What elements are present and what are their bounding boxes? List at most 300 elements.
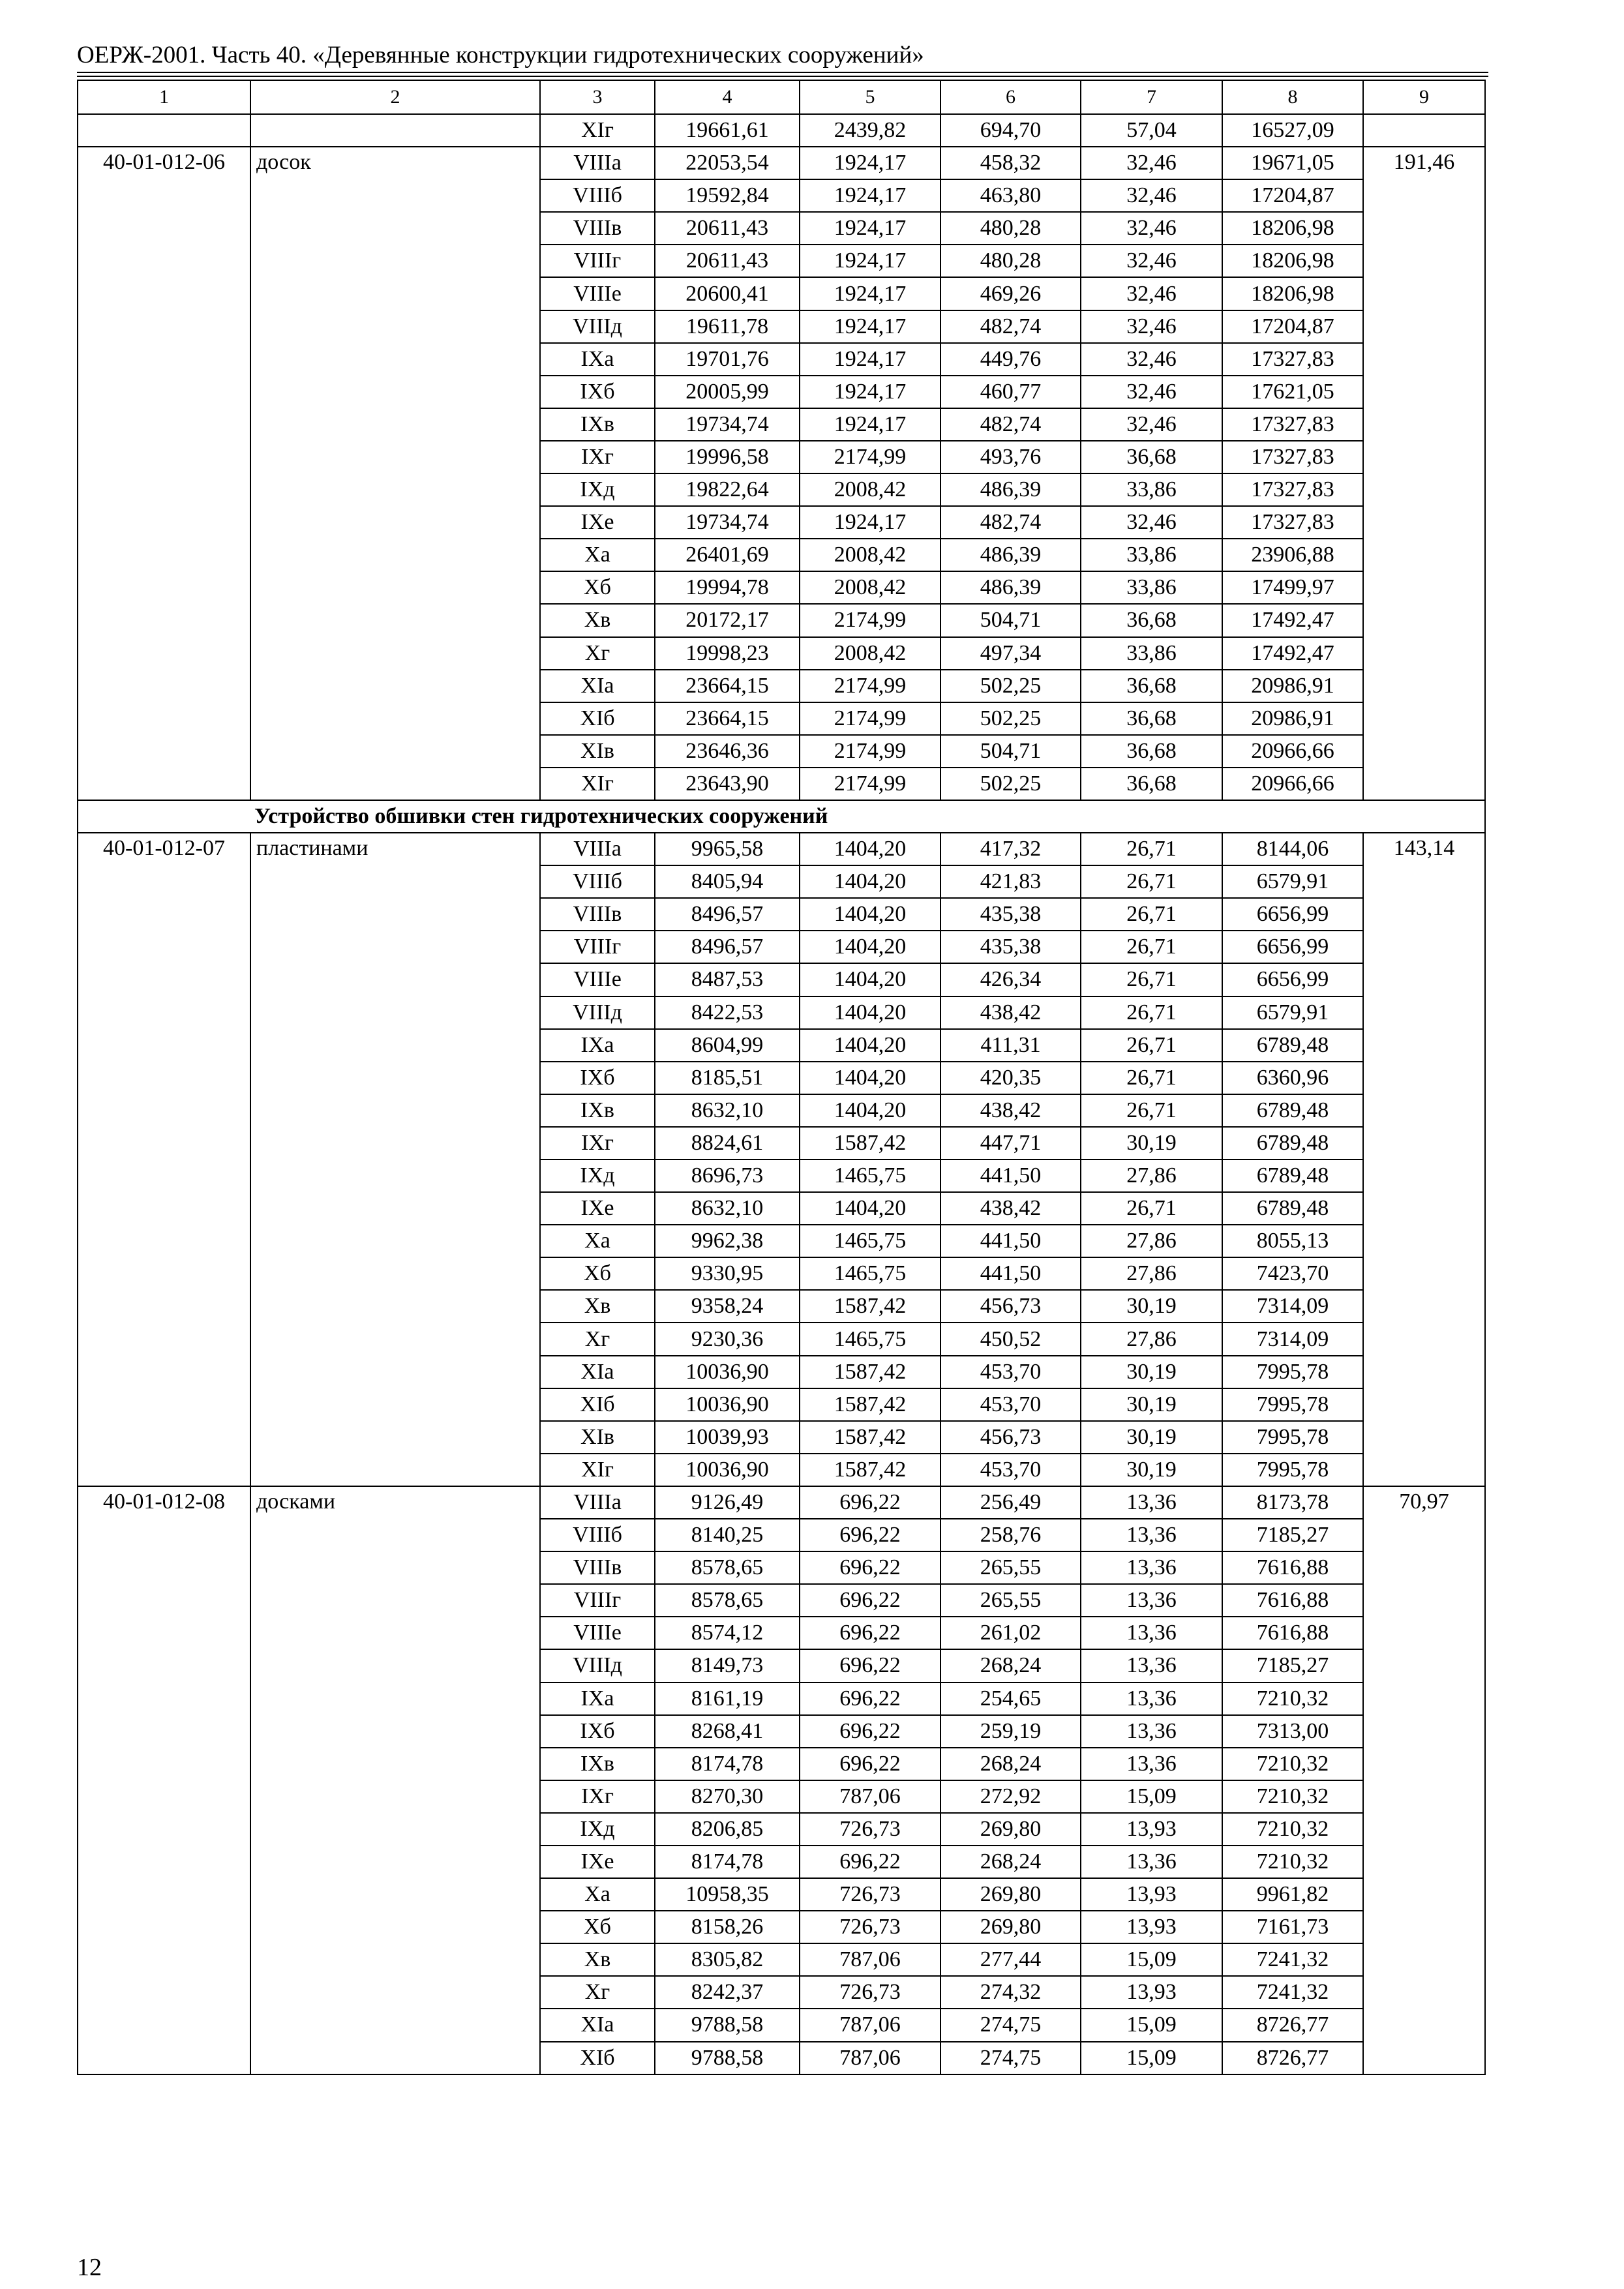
labor-cost-cell: 143,14 — [1363, 833, 1485, 1486]
materials-cost-cell: 17327,83 — [1222, 343, 1363, 376]
terrain-zone-cell: VIIIв — [540, 212, 655, 245]
page-number: 12 — [77, 2254, 102, 2281]
total-cost-cell: 23664,15 — [655, 702, 800, 735]
wages-cell: 1924,17 — [800, 179, 940, 212]
operator-wages-cell: 32,46 — [1081, 179, 1222, 212]
operator-wages-cell: 13,36 — [1081, 1748, 1222, 1780]
terrain-zone-cell: Xв — [540, 1943, 655, 1976]
total-cost-cell: 8206,85 — [655, 1813, 800, 1846]
machine-cost-cell: 449,76 — [940, 343, 1081, 376]
machine-cost-cell: 453,70 — [940, 1454, 1081, 1486]
machine-cost-cell: 268,24 — [940, 1846, 1081, 1878]
total-cost-cell: 23643,90 — [655, 768, 800, 800]
materials-cost-cell: 8055,13 — [1222, 1225, 1363, 1257]
materials-cost-cell: 20966,66 — [1222, 735, 1363, 768]
materials-cost-cell: 7185,27 — [1222, 1649, 1363, 1682]
terrain-zone-cell: VIIIв — [540, 1551, 655, 1584]
materials-cost-cell: 18206,98 — [1222, 245, 1363, 277]
machine-cost-cell: 486,39 — [940, 571, 1081, 604]
price-table — [77, 80, 1486, 2075]
operator-wages-cell: 36,68 — [1081, 670, 1222, 702]
total-cost-cell: 8824,61 — [655, 1127, 800, 1159]
materials-cost-cell: 6360,96 — [1222, 1062, 1363, 1094]
operator-wages-cell: 27,86 — [1081, 1225, 1222, 1257]
machine-cost-cell: 504,71 — [940, 735, 1081, 768]
operator-wages-cell: 13,36 — [1081, 1683, 1222, 1715]
operator-wages-cell: 36,68 — [1081, 735, 1222, 768]
machine-cost-cell: 456,73 — [940, 1421, 1081, 1454]
wages-cell: 2008,42 — [800, 473, 940, 506]
operator-wages-cell: 36,68 — [1081, 604, 1222, 636]
total-cost-cell: 8696,73 — [655, 1159, 800, 1192]
wages-cell: 1465,75 — [800, 1323, 940, 1355]
column-number: 3 — [540, 80, 655, 114]
materials-cost-cell: 6789,48 — [1222, 1029, 1363, 1062]
materials-cost-cell: 9961,82 — [1222, 1878, 1363, 1911]
terrain-zone-cell: VIIIа — [540, 833, 655, 865]
total-cost-cell: 8149,73 — [655, 1649, 800, 1682]
terrain-zone-cell: Xг — [540, 1323, 655, 1355]
page-header-title: ОЕРЖ-2001. Часть 40. «Деревянные конструкции гидротехнических сооружений» — [77, 42, 924, 68]
operator-wages-cell: 13,93 — [1081, 1911, 1222, 1943]
wages-cell: 2174,99 — [800, 735, 940, 768]
wages-cell: 1924,17 — [800, 245, 940, 277]
wages-cell: 696,22 — [800, 1486, 940, 1519]
terrain-zone-cell: VIIIб — [540, 179, 655, 212]
total-cost-cell: 9962,38 — [655, 1225, 800, 1257]
operator-wages-cell: 30,19 — [1081, 1421, 1222, 1454]
machine-cost-cell: 274,32 — [940, 1976, 1081, 2009]
terrain-zone-cell: VIIIа — [540, 1486, 655, 1519]
operator-wages-cell: 15,09 — [1081, 1780, 1222, 1813]
operator-wages-cell: 27,86 — [1081, 1323, 1222, 1355]
machine-cost-cell: 441,50 — [940, 1225, 1081, 1257]
total-cost-cell: 20611,43 — [655, 212, 800, 245]
machine-cost-cell: 254,65 — [940, 1683, 1081, 1715]
machine-cost-cell: 426,34 — [940, 963, 1081, 996]
wages-cell: 787,06 — [800, 2042, 940, 2074]
machine-cost-cell: 480,28 — [940, 212, 1081, 245]
machine-cost-cell: 502,25 — [940, 768, 1081, 800]
materials-cost-cell: 7210,32 — [1222, 1846, 1363, 1878]
labor-cost-cell — [1363, 114, 1485, 147]
materials-cost-cell: 6579,91 — [1222, 865, 1363, 898]
wages-cell: 696,22 — [800, 1519, 940, 1551]
operator-wages-cell: 32,46 — [1081, 506, 1222, 539]
wages-cell: 2008,42 — [800, 539, 940, 571]
total-cost-cell: 19734,74 — [655, 506, 800, 539]
operator-wages-cell: 33,86 — [1081, 539, 1222, 571]
terrain-zone-cell: VIIIд — [540, 996, 655, 1029]
materials-cost-cell: 7241,32 — [1222, 1976, 1363, 2009]
machine-cost-cell: 268,24 — [940, 1748, 1081, 1780]
materials-cost-cell: 7423,70 — [1222, 1257, 1363, 1290]
wages-cell: 787,06 — [800, 1780, 940, 1813]
total-cost-cell: 19592,84 — [655, 179, 800, 212]
materials-cost-cell: 17204,87 — [1222, 179, 1363, 212]
total-cost-cell: 20005,99 — [655, 376, 800, 408]
wages-cell: 726,73 — [800, 1911, 940, 1943]
item-code-cell: 40-01-012-06 — [78, 147, 250, 800]
machine-cost-cell: 269,80 — [940, 1911, 1081, 1943]
wages-cell: 1404,20 — [800, 865, 940, 898]
total-cost-cell: 8574,12 — [655, 1617, 800, 1649]
terrain-zone-cell: IXг — [540, 1127, 655, 1159]
terrain-zone-cell: IXд — [540, 1813, 655, 1846]
operator-wages-cell: 13,93 — [1081, 1878, 1222, 1911]
materials-cost-cell: 8173,78 — [1222, 1486, 1363, 1519]
table-row — [78, 1486, 1485, 1519]
wages-cell: 696,22 — [800, 1748, 940, 1780]
wages-cell: 1404,20 — [800, 1192, 940, 1225]
machine-cost-cell: 463,80 — [940, 179, 1081, 212]
materials-cost-cell: 6789,48 — [1222, 1159, 1363, 1192]
total-cost-cell: 8496,57 — [655, 931, 800, 963]
total-cost-cell: 8578,65 — [655, 1551, 800, 1584]
machine-cost-cell: 274,75 — [940, 2009, 1081, 2041]
wages-cell: 787,06 — [800, 2009, 940, 2041]
terrain-zone-cell: Xб — [540, 1911, 655, 1943]
header-rule — [77, 72, 1488, 73]
terrain-zone-cell: Xв — [540, 1290, 655, 1323]
terrain-zone-cell: VIIIе — [540, 277, 655, 310]
wages-cell: 1404,20 — [800, 898, 940, 931]
terrain-zone-cell: IXе — [540, 1846, 655, 1878]
total-cost-cell: 8174,78 — [655, 1748, 800, 1780]
terrain-zone-cell: IXб — [540, 376, 655, 408]
wages-cell: 1924,17 — [800, 212, 940, 245]
terrain-zone-cell: Xб — [540, 1257, 655, 1290]
materials-cost-cell: 7995,78 — [1222, 1356, 1363, 1388]
total-cost-cell: 10958,35 — [655, 1878, 800, 1911]
total-cost-cell: 8174,78 — [655, 1846, 800, 1878]
terrain-zone-cell: VIIIв — [540, 898, 655, 931]
materials-cost-cell: 7314,09 — [1222, 1290, 1363, 1323]
materials-cost-cell: 7210,32 — [1222, 1748, 1363, 1780]
machine-cost-cell: 482,74 — [940, 408, 1081, 441]
total-cost-cell: 8185,51 — [655, 1062, 800, 1094]
total-cost-cell: 20611,43 — [655, 245, 800, 277]
operator-wages-cell: 13,36 — [1081, 1551, 1222, 1584]
total-cost-cell: 8422,53 — [655, 996, 800, 1029]
wages-cell: 696,22 — [800, 1683, 940, 1715]
operator-wages-cell: 30,19 — [1081, 1127, 1222, 1159]
item-code-cell: 40-01-012-08 — [78, 1486, 250, 2074]
header-rule — [77, 76, 1488, 77]
wages-cell: 1587,42 — [800, 1290, 940, 1323]
wages-cell: 1924,17 — [800, 310, 940, 343]
operator-wages-cell: 26,71 — [1081, 1094, 1222, 1127]
terrain-zone-cell: IXб — [540, 1715, 655, 1748]
operator-wages-cell: 26,71 — [1081, 898, 1222, 931]
terrain-zone-cell: VIIIа — [540, 147, 655, 179]
total-cost-cell: 9230,36 — [655, 1323, 800, 1355]
wages-cell: 696,22 — [800, 1715, 940, 1748]
machine-cost-cell: 694,70 — [940, 114, 1081, 147]
total-cost-cell: 8242,37 — [655, 1976, 800, 2009]
wages-cell: 1587,42 — [800, 1421, 940, 1454]
materials-cost-cell: 20986,91 — [1222, 702, 1363, 735]
terrain-zone-cell: VIIIг — [540, 931, 655, 963]
wages-cell: 2439,82 — [800, 114, 940, 147]
materials-cost-cell: 17499,97 — [1222, 571, 1363, 604]
terrain-zone-cell: XIб — [540, 702, 655, 735]
column-number: 6 — [940, 80, 1081, 114]
operator-wages-cell: 13,36 — [1081, 1486, 1222, 1519]
column-number: 2 — [250, 80, 540, 114]
materials-cost-cell: 17327,83 — [1222, 408, 1363, 441]
total-cost-cell: 9788,58 — [655, 2042, 800, 2074]
wages-cell: 726,73 — [800, 1878, 940, 1911]
table-body — [78, 114, 1485, 2074]
total-cost-cell: 8496,57 — [655, 898, 800, 931]
terrain-zone-cell: VIIIд — [540, 310, 655, 343]
total-cost-cell: 8405,94 — [655, 865, 800, 898]
operator-wages-cell: 26,71 — [1081, 931, 1222, 963]
total-cost-cell: 8270,30 — [655, 1780, 800, 1813]
total-cost-cell: 8578,65 — [655, 1584, 800, 1617]
machine-cost-cell: 261,02 — [940, 1617, 1081, 1649]
item-code-cell: 40-01-012-07 — [78, 833, 250, 1486]
total-cost-cell: 9330,95 — [655, 1257, 800, 1290]
wages-cell: 696,22 — [800, 1617, 940, 1649]
materials-cost-cell: 20966,66 — [1222, 768, 1363, 800]
machine-cost-cell: 453,70 — [940, 1388, 1081, 1421]
machine-cost-cell: 480,28 — [940, 245, 1081, 277]
total-cost-cell: 9126,49 — [655, 1486, 800, 1519]
total-cost-cell: 8632,10 — [655, 1192, 800, 1225]
terrain-zone-cell: IXд — [540, 473, 655, 506]
terrain-zone-cell: XIг — [540, 114, 655, 147]
machine-cost-cell: 256,49 — [940, 1486, 1081, 1519]
operator-wages-cell: 13,36 — [1081, 1584, 1222, 1617]
machine-cost-cell: 460,77 — [940, 376, 1081, 408]
materials-cost-cell: 7314,09 — [1222, 1323, 1363, 1355]
total-cost-cell: 10036,90 — [655, 1388, 800, 1421]
terrain-zone-cell: Xа — [540, 539, 655, 571]
wages-cell: 696,22 — [800, 1649, 940, 1682]
materials-cost-cell: 7995,78 — [1222, 1388, 1363, 1421]
materials-cost-cell: 17204,87 — [1222, 310, 1363, 343]
materials-cost-cell: 7995,78 — [1222, 1454, 1363, 1486]
terrain-zone-cell: XIб — [540, 2042, 655, 2074]
materials-cost-cell: 20986,91 — [1222, 670, 1363, 702]
terrain-zone-cell: IXв — [540, 1748, 655, 1780]
operator-wages-cell: 15,09 — [1081, 2042, 1222, 2074]
operator-wages-cell: 26,71 — [1081, 1029, 1222, 1062]
wages-cell: 2174,99 — [800, 604, 940, 636]
item-name-cell — [250, 114, 540, 147]
wages-cell: 1587,42 — [800, 1356, 940, 1388]
total-cost-cell: 8632,10 — [655, 1094, 800, 1127]
machine-cost-cell: 502,25 — [940, 702, 1081, 735]
terrain-zone-cell: IXе — [540, 506, 655, 539]
materials-cost-cell: 17621,05 — [1222, 376, 1363, 408]
materials-cost-cell: 7210,32 — [1222, 1813, 1363, 1846]
materials-cost-cell: 17492,47 — [1222, 604, 1363, 636]
machine-cost-cell: 469,26 — [940, 277, 1081, 310]
wages-cell: 2174,99 — [800, 702, 940, 735]
terrain-zone-cell: XIб — [540, 1388, 655, 1421]
materials-cost-cell: 23906,88 — [1222, 539, 1363, 571]
terrain-zone-cell: Xб — [540, 571, 655, 604]
terrain-zone-cell: IXд — [540, 1159, 655, 1192]
terrain-zone-cell: XIв — [540, 735, 655, 768]
materials-cost-cell: 7616,88 — [1222, 1584, 1363, 1617]
total-cost-cell: 20172,17 — [655, 604, 800, 636]
materials-cost-cell: 17492,47 — [1222, 637, 1363, 670]
operator-wages-cell: 13,36 — [1081, 1846, 1222, 1878]
materials-cost-cell: 17327,83 — [1222, 441, 1363, 473]
column-number-row — [78, 80, 1485, 114]
total-cost-cell: 19661,61 — [655, 114, 800, 147]
operator-wages-cell: 27,86 — [1081, 1159, 1222, 1192]
total-cost-cell: 23646,36 — [655, 735, 800, 768]
terrain-zone-cell: IXа — [540, 1683, 655, 1715]
item-code-cell — [78, 114, 250, 147]
machine-cost-cell: 272,92 — [940, 1780, 1081, 1813]
operator-wages-cell: 13,36 — [1081, 1649, 1222, 1682]
terrain-zone-cell: Xа — [540, 1225, 655, 1257]
materials-cost-cell: 6579,91 — [1222, 996, 1363, 1029]
machine-cost-cell: 438,42 — [940, 1192, 1081, 1225]
labor-cost-cell: 191,46 — [1363, 147, 1485, 800]
operator-wages-cell: 33,86 — [1081, 571, 1222, 604]
machine-cost-cell: 450,52 — [940, 1323, 1081, 1355]
operator-wages-cell: 26,71 — [1081, 833, 1222, 865]
total-cost-cell: 19611,78 — [655, 310, 800, 343]
wages-cell: 1587,42 — [800, 1127, 940, 1159]
total-cost-cell: 10039,93 — [655, 1421, 800, 1454]
wages-cell: 726,73 — [800, 1813, 940, 1846]
wages-cell: 1587,42 — [800, 1388, 940, 1421]
materials-cost-cell: 7241,32 — [1222, 1943, 1363, 1976]
wages-cell: 2174,99 — [800, 441, 940, 473]
column-number: 8 — [1222, 80, 1363, 114]
column-number: 4 — [655, 80, 800, 114]
materials-cost-cell: 7210,32 — [1222, 1780, 1363, 1813]
machine-cost-cell: 482,74 — [940, 310, 1081, 343]
wages-cell: 1587,42 — [800, 1454, 940, 1486]
terrain-zone-cell: Xг — [540, 637, 655, 670]
total-cost-cell: 20600,41 — [655, 277, 800, 310]
operator-wages-cell: 32,46 — [1081, 376, 1222, 408]
materials-cost-cell: 6656,99 — [1222, 898, 1363, 931]
wages-cell: 1924,17 — [800, 147, 940, 179]
operator-wages-cell: 36,68 — [1081, 702, 1222, 735]
wages-cell: 696,22 — [800, 1846, 940, 1878]
machine-cost-cell: 274,75 — [940, 2042, 1081, 2074]
machine-cost-cell: 497,34 — [940, 637, 1081, 670]
terrain-zone-cell: IXа — [540, 343, 655, 376]
terrain-zone-cell: XIв — [540, 1421, 655, 1454]
operator-wages-cell: 57,04 — [1081, 114, 1222, 147]
item-name-cell: досок — [250, 147, 540, 800]
machine-cost-cell: 453,70 — [940, 1356, 1081, 1388]
machine-cost-cell: 486,39 — [940, 539, 1081, 571]
item-name-cell: пластинами — [250, 833, 540, 1486]
materials-cost-cell: 17327,83 — [1222, 506, 1363, 539]
machine-cost-cell: 438,42 — [940, 1094, 1081, 1127]
operator-wages-cell: 27,86 — [1081, 1257, 1222, 1290]
terrain-zone-cell: IXа — [540, 1029, 655, 1062]
machine-cost-cell: 420,35 — [940, 1062, 1081, 1094]
table-row — [78, 114, 1485, 147]
materials-cost-cell: 7616,88 — [1222, 1617, 1363, 1649]
machine-cost-cell: 411,31 — [940, 1029, 1081, 1062]
materials-cost-cell: 8144,06 — [1222, 833, 1363, 865]
column-number: 5 — [800, 80, 940, 114]
materials-cost-cell: 18206,98 — [1222, 277, 1363, 310]
machine-cost-cell: 458,32 — [940, 147, 1081, 179]
wages-cell: 1465,75 — [800, 1159, 940, 1192]
terrain-zone-cell: XIг — [540, 1454, 655, 1486]
total-cost-cell: 8158,26 — [655, 1911, 800, 1943]
wages-cell: 1924,17 — [800, 408, 940, 441]
total-cost-cell: 19996,58 — [655, 441, 800, 473]
operator-wages-cell: 26,71 — [1081, 865, 1222, 898]
terrain-zone-cell: XIа — [540, 670, 655, 702]
total-cost-cell: 23664,15 — [655, 670, 800, 702]
operator-wages-cell: 32,46 — [1081, 310, 1222, 343]
materials-cost-cell: 7161,73 — [1222, 1911, 1363, 1943]
wages-cell: 1924,17 — [800, 343, 940, 376]
wages-cell: 1404,20 — [800, 1029, 940, 1062]
operator-wages-cell: 13,36 — [1081, 1715, 1222, 1748]
wages-cell: 2008,42 — [800, 571, 940, 604]
wages-cell: 1924,17 — [800, 376, 940, 408]
operator-wages-cell: 33,86 — [1081, 473, 1222, 506]
materials-cost-cell: 6789,48 — [1222, 1192, 1363, 1225]
machine-cost-cell: 265,55 — [940, 1584, 1081, 1617]
terrain-zone-cell: Xв — [540, 604, 655, 636]
terrain-zone-cell: VIIIб — [540, 1519, 655, 1551]
terrain-zone-cell: VIIIе — [540, 1617, 655, 1649]
machine-cost-cell: 269,80 — [940, 1813, 1081, 1846]
machine-cost-cell: 482,74 — [940, 506, 1081, 539]
machine-cost-cell: 269,80 — [940, 1878, 1081, 1911]
materials-cost-cell: 6656,99 — [1222, 963, 1363, 996]
operator-wages-cell: 15,09 — [1081, 2009, 1222, 2041]
terrain-zone-cell: XIа — [540, 1356, 655, 1388]
operator-wages-cell: 32,46 — [1081, 212, 1222, 245]
wages-cell: 696,22 — [800, 1551, 940, 1584]
terrain-zone-cell: XIг — [540, 768, 655, 800]
terrain-zone-cell: VIIIг — [540, 245, 655, 277]
wages-cell: 2174,99 — [800, 768, 940, 800]
total-cost-cell: 8487,53 — [655, 963, 800, 996]
total-cost-cell: 8305,82 — [655, 1943, 800, 1976]
terrain-zone-cell: IXв — [540, 1094, 655, 1127]
terrain-zone-cell: XIа — [540, 2009, 655, 2041]
machine-cost-cell: 447,71 — [940, 1127, 1081, 1159]
column-number: 9 — [1363, 80, 1485, 114]
wages-cell: 1404,20 — [800, 833, 940, 865]
machine-cost-cell: 265,55 — [940, 1551, 1081, 1584]
total-cost-cell: 19998,23 — [655, 637, 800, 670]
machine-cost-cell: 441,50 — [940, 1159, 1081, 1192]
terrain-zone-cell: VIIIб — [540, 865, 655, 898]
terrain-zone-cell: IXг — [540, 441, 655, 473]
operator-wages-cell: 30,19 — [1081, 1388, 1222, 1421]
machine-cost-cell: 435,38 — [940, 898, 1081, 931]
wages-cell: 2174,99 — [800, 670, 940, 702]
wages-cell: 1404,20 — [800, 996, 940, 1029]
column-number: 7 — [1081, 80, 1222, 114]
operator-wages-cell: 32,46 — [1081, 343, 1222, 376]
machine-cost-cell: 493,76 — [940, 441, 1081, 473]
operator-wages-cell: 13,36 — [1081, 1519, 1222, 1551]
